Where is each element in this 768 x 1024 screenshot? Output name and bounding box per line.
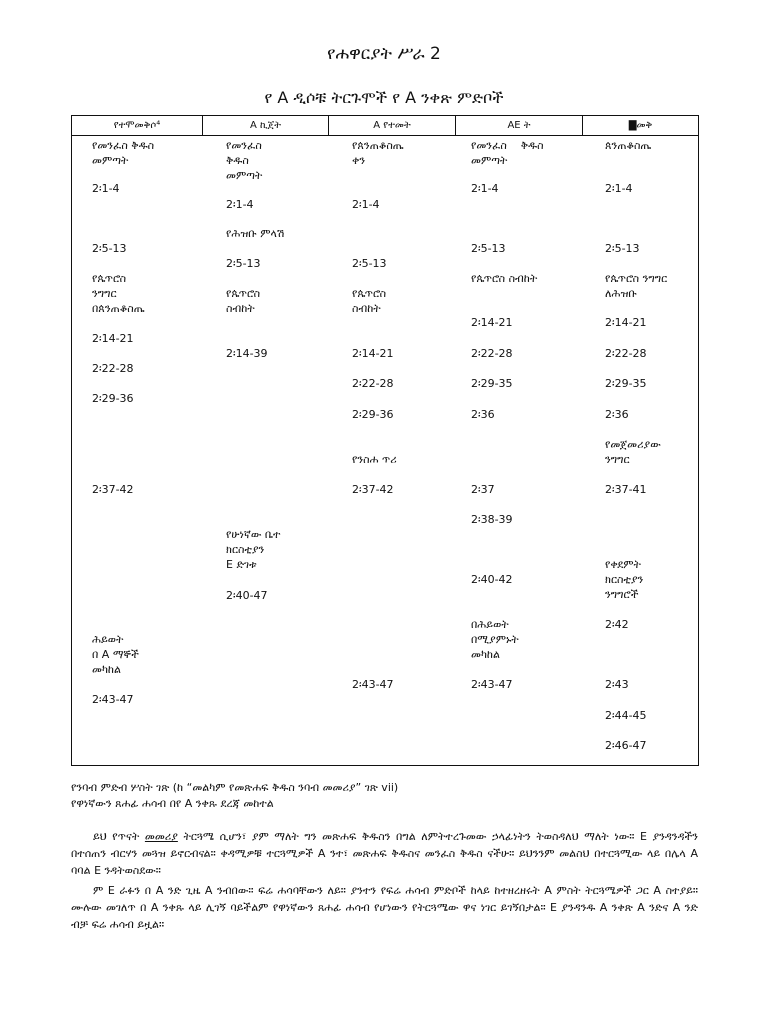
table-cell: የመጀመሪያው ንግግር	[605, 438, 661, 466]
table-cell: 2፡37-42	[92, 483, 134, 496]
table-cell: 2፡46-47	[605, 739, 647, 752]
table-cell: 2፡14-21	[471, 316, 513, 329]
table-cell: 2፡1-4	[226, 198, 254, 211]
underlined-term: መመሪያ	[144, 830, 178, 843]
table-cell: 2፡36	[605, 408, 629, 421]
table-cell: የጴጥሮስ ስብከት	[226, 287, 261, 315]
table-cell: 2፡29-35	[605, 377, 647, 390]
column-header-1: የተሞመቅሶ⁴	[113, 120, 161, 131]
table-cell: 2፡5-13	[352, 257, 387, 270]
table-cell: 2፡40-47	[226, 589, 268, 602]
table-cell: 2፡29-36	[352, 408, 394, 421]
table-cell: 2፡29-36	[92, 392, 134, 405]
table-cell: 2፡42	[605, 618, 629, 631]
document-title: የሐዋርያት ሥራ 2	[327, 44, 441, 64]
table-cell: 2፡1-4	[352, 198, 380, 211]
table-cell: 2፡22-28	[605, 347, 647, 360]
table-cell: 2፡22-28	[471, 347, 513, 360]
table-cell: 2፡5-13	[605, 242, 640, 255]
table-cell: 2፡14-21	[352, 347, 394, 360]
table-cell: የጰንጠቆስጤ ቀን	[352, 139, 404, 167]
table-cell: ሕይወት በ A ማኞች መካከል	[92, 633, 139, 676]
table-cell: 2፡37-41	[605, 483, 647, 496]
column-header-2: A ኪጀት	[250, 120, 281, 131]
table-cell: 2፡43-47	[471, 678, 513, 691]
table-cell: 2፡43-47	[92, 693, 134, 706]
paragraph-text: ይህ የጥናት	[93, 830, 145, 843]
table-cell: 2፡37-42	[352, 483, 394, 496]
table-cell: 2፡43	[605, 678, 629, 691]
table-cell: 2፡14-21	[92, 332, 134, 345]
table-cell: የጴጥሮስ ንግግር በጰንጠቆስጤ	[92, 272, 145, 315]
table-cell: የመንፈስ ቅዱስ መምጣት	[471, 139, 544, 167]
table-cell: 2፡14-21	[605, 316, 647, 329]
table-cell: 2፡36	[471, 408, 495, 421]
table-cell: 2፡1-4	[92, 182, 120, 195]
instruction-paragraph-1	[71, 828, 698, 879]
instruction-paragraph-2: ም E ራፉን በ A ንድ ጊዜ A ንብበው። ፍሬ ሐሳባቸውን ለይ። ያንተን የፍሬ ሐሳብ ምድቦች ከላይ ከተዘረዘሩት A ምስት ትርጓሜዎች ጋር A ስተያይ። ሙሉው መገለጥ በ A ንቀጹ ላይ ሊገኝ ባይችልም የዋነኛውን ጸሐፊ ሐሳብ የሆነውን የትርጓሜው ዋና ነገር ይገኝበታል። E ያንዳንዱ A ንቀጽ A ንድና A ንድ ብቻ ፍሬ ሐሳብ ይዟል።	[71, 884, 698, 931]
column-header-5: ▇መቅ	[628, 120, 653, 131]
table-cell: 2፡22-28	[352, 377, 394, 390]
table-cell: የጴጥሮስ ስብከት	[352, 287, 387, 315]
column-header-4: AE ት	[507, 120, 531, 131]
table-cell: 2፡44-45	[605, 709, 647, 722]
paragraph-text: ትርጓሜ ሲሆን፣ ያም ማለት ግን መጽሐፍ ቅዱስን በግል ለምትተረጉመው ኃላፊነትን ትወስዳለህ ማለት ነው። E ያንዳንዳችን በተሰጠን ብርሃን መጓዝ ይኖርብናል። ቀዳሚዎቹ ተርጓሚዎች A ንተ፣ መጽሐፍ ቅዱስና መንፈስ ቅዱስ ናችሁ። ይህንንም መልስህ በተርጓሚው ላይ በሌላ A ባባል E ንዳትወስደው።	[71, 830, 698, 877]
table-cell: የንስሐ ጥሪ	[352, 453, 397, 466]
table-cell: 2፡40-42	[471, 573, 513, 586]
table-cell: ጰንጠቆስጤ	[605, 139, 652, 152]
table-cell: 2፡14-39	[226, 347, 268, 360]
table-cell: 2፡1-4	[605, 182, 633, 195]
table-cell: 2፡5-13	[471, 242, 506, 255]
table-cell: የመንፈስ ቅዱስ መምጣት	[226, 139, 263, 182]
table-cell: የመንፈስ ቅዱስ መምጣት	[92, 139, 155, 167]
table-cell: የጴጥሮስ ስብከት	[471, 272, 538, 285]
table-cell: 2፡38-39	[471, 513, 513, 526]
table-cell: በሕይወት በሚያምኑት መካከል	[471, 618, 519, 661]
table-cell: 2፡37	[471, 483, 495, 496]
table-cell: 2፡43-47	[352, 678, 394, 691]
table-cell: 2፡5-13	[226, 257, 261, 270]
table-footnote: የንባብ ምድብ ሦስት ገጽ (ከ “መልካም የመጽሐፍ ቅዱስ ንባብ መመሪያ” ገጽ vii) የዋነኛውን ጸሐፊ ሐሳብ በየ A ንቀጹ ደረጃ መከተል	[71, 781, 399, 810]
table-cell: 2፡29-35	[471, 377, 513, 390]
header-divider	[71, 135, 699, 136]
table-cell: የቀደምት ክርስቲያን ንግግሮች	[605, 558, 644, 601]
table-cell: 2፡1-4	[471, 182, 499, 195]
table-cell: የሕዝቡ ምላሽ	[226, 227, 285, 240]
document-subtitle: የ A ዲሶቹ ትርጉሞች የ A ንቀጽ ምድቦች	[264, 88, 504, 107]
table-cell: የሁነኛው ቤተ ክርስቲያን E ድገቱ	[226, 528, 281, 571]
table-cell: የጴጥሮስ ንግግር ለሕዝቡ	[605, 272, 668, 300]
table-cell: 2፡5-13	[92, 242, 127, 255]
column-header-3: A የተመት	[373, 120, 411, 131]
table-cell: 2፡22-28	[92, 362, 134, 375]
